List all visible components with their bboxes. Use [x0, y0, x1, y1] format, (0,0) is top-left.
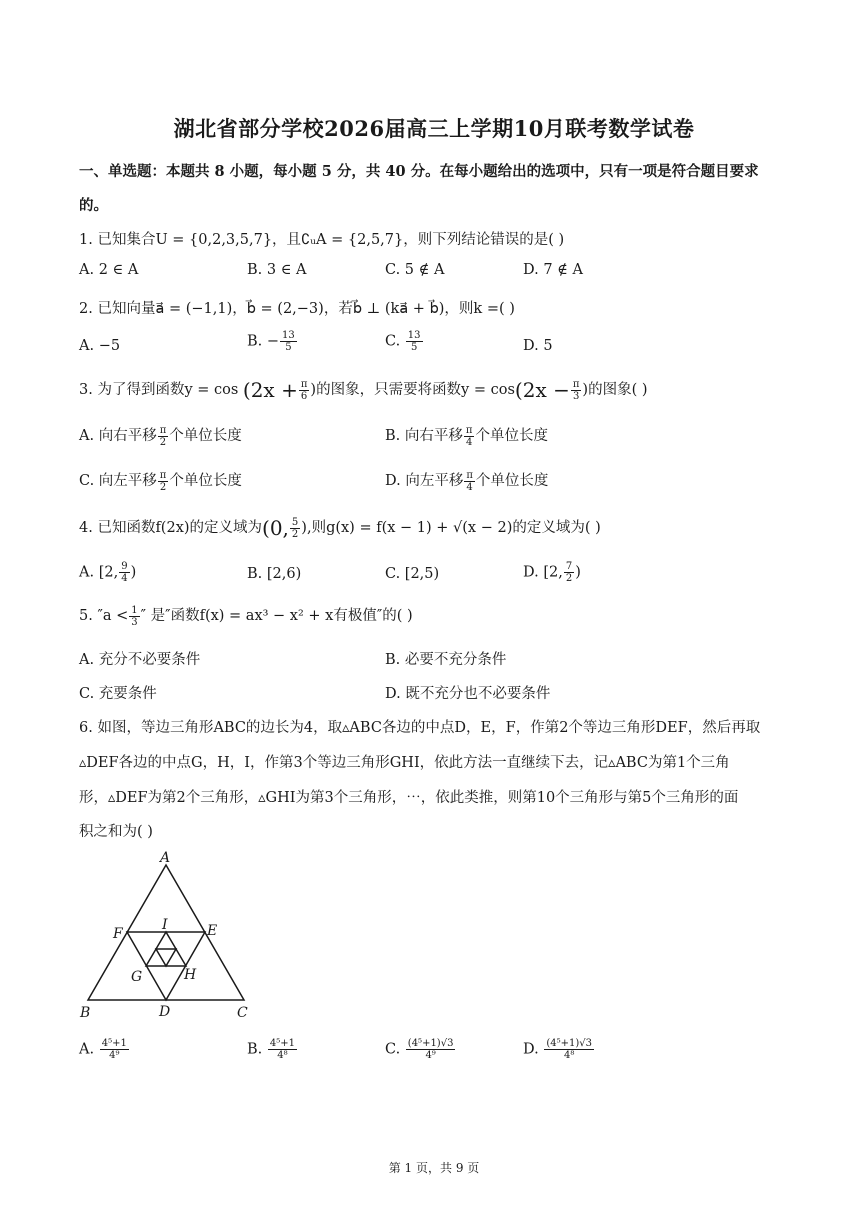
page-footer: 第 1 页，共 9 页: [388, 1161, 480, 1175]
q3-option-a-pre: A. 向右平移: [79, 428, 157, 444]
fraction-numerator: π: [159, 424, 167, 436]
q1-stem: 1. 已知集合U = {0,2,3,5,7}，且∁ᵤA = {2,5,7}，则下列结论错误的是( ): [79, 232, 565, 248]
q6-option-b-frac: [268, 1038, 297, 1061]
label-h: H: [184, 967, 197, 983]
fraction-numerator: 4⁵+1: [269, 1038, 295, 1049]
section-header-line1: 一、单选题：本题共 8 小题，每小题 5 分，共 40 分。在每小题给出的选项中，只有一项是符合题目要求: [79, 163, 759, 180]
q4-option-a-frac: [119, 561, 129, 584]
q4-stem-part3: ),则g(x) = f(x − 1) + √(x − 2)的定义域为( ): [301, 520, 601, 536]
fraction-numerator: π: [572, 378, 580, 390]
q5-option-b: B. 必要不充分条件: [385, 652, 507, 668]
q2-option-c: [385, 330, 424, 353]
fraction-numerator: 5: [291, 516, 299, 528]
q4-option-b: B. [2,6): [247, 566, 302, 582]
q3-option-b-unit: 个单位长度: [475, 428, 548, 444]
q3-option-c-unit: 个单位长度: [169, 473, 242, 489]
q1-option-a: A. 2 ∈ A: [79, 262, 139, 278]
fraction-numerator: (4⁵+1)√3: [546, 1038, 592, 1049]
q5-stem-part2: ″ 是″函数f(x) = ax³ − x² + x有极值″的( ): [140, 608, 413, 624]
fraction-numerator: 7: [565, 561, 573, 572]
q2-option-c-label: C.: [385, 333, 401, 350]
q5-stem: [79, 604, 413, 628]
fraction-denominator: 4: [465, 436, 473, 448]
fraction-denominator: 4⁹: [109, 1050, 120, 1061]
fraction-numerator: π: [159, 469, 167, 481]
q1-option-d: D. 7 ∉ A: [523, 262, 583, 278]
q3-stem-part1: 3. 为了得到函数y = cos: [79, 382, 239, 398]
q2-option-d: D. 5: [523, 338, 553, 354]
label-i: I: [162, 917, 168, 933]
q1-option-c: C. 5 ∉ A: [385, 262, 445, 278]
fraction-numerator: π: [466, 469, 473, 481]
q3-stem: [79, 378, 648, 402]
q3-option-d-frac: [464, 470, 475, 493]
q3-option-a-unit: 个单位长度: [169, 428, 242, 444]
fraction-denominator: 4⁸: [563, 1050, 575, 1061]
q6-option-d-pre: D.: [523, 1041, 539, 1058]
q6-stem-line4: 积之和为( ): [79, 824, 153, 840]
q3-stem-part3: )的图象，只需要将函数y = cos: [310, 382, 515, 398]
q5-option-d: D. 既不充分也不必要条件: [385, 686, 551, 702]
fraction-numerator: (4⁵+1)√3: [407, 1038, 454, 1049]
q3-option-a: [79, 424, 242, 448]
fraction-denominator: 4: [121, 573, 128, 584]
q6-option-c: [385, 1038, 456, 1061]
q4-option-a-post: ): [130, 564, 137, 581]
q3-stem-part4: (2x −: [514, 378, 570, 402]
q2-option-c-fraction: [406, 330, 423, 353]
section-header-line2: 的。: [79, 197, 108, 214]
q2-option-a: A. −5: [79, 338, 121, 354]
q3-option-c: [79, 469, 242, 493]
q2-stem: 2. 已知向量a⃗ = (−1,1)，b⃗ = (2,−3)，若b⃗ ⊥ (ka⃗ + b⃗)，则k =( ): [79, 301, 515, 317]
fraction-denominator: 4: [466, 481, 473, 493]
q4-stem-part2: (0,: [262, 516, 289, 540]
q3-option-b-frac: [464, 425, 475, 448]
fraction-denominator: 2: [291, 528, 299, 540]
fraction-denominator: 2: [159, 481, 167, 493]
q3-option-d-unit: 个单位长度: [475, 473, 549, 489]
q2-option-b: [247, 330, 298, 353]
fraction-denominator: 5: [410, 342, 418, 353]
label-a: A: [160, 850, 171, 866]
fraction-numerator: π: [465, 424, 473, 436]
q4-option-c: C. [2,5): [385, 566, 440, 582]
q6-option-d-frac: [544, 1038, 594, 1061]
q4-stem: [79, 516, 601, 540]
q3-option-b: [385, 424, 548, 448]
q4-stem-part1: 4. 已知函数f(2x)的定义域为: [79, 520, 263, 536]
q6-stem-line1: 6. 如图，等边三角形ABC的边长为4，取▵ABC各边的中点D，E，F，作第2个等边三角形DEF，然后再取: [79, 720, 761, 736]
q6-option-d: [523, 1038, 595, 1061]
q4-option-a: [79, 561, 136, 584]
q6-option-b-pre: B.: [247, 1041, 263, 1058]
q3-option-d: [385, 469, 548, 493]
q4-option-a-pre: A. [2,: [79, 564, 119, 581]
label-b: B: [80, 1005, 91, 1021]
label-c: C: [237, 1005, 248, 1021]
fraction-numerator: 13: [407, 330, 421, 341]
q6-option-a: [79, 1038, 130, 1061]
q6-option-a-pre: A.: [79, 1041, 95, 1058]
fraction-denominator: 6: [300, 390, 308, 402]
q3-stem-part5: )的图象( ): [582, 382, 648, 398]
q3-option-b-pre: B. 向右平移: [385, 428, 463, 444]
triangle-diagram: [76, 848, 266, 1023]
q4-option-d-pre: D. [2,: [523, 564, 563, 581]
q3-stem-frac2: [571, 379, 582, 402]
q1-option-b: B. 3 ∈ A: [247, 262, 307, 278]
label-e: E: [207, 923, 218, 939]
q5-option-c: C. 充要条件: [79, 686, 157, 702]
fraction-numerator: π: [300, 378, 308, 390]
fraction-denominator: 2: [159, 436, 167, 448]
fraction-denominator: 3: [131, 616, 138, 628]
triangle-figure: [76, 848, 266, 1027]
q3-option-c-frac: [158, 470, 169, 493]
q6-stem-line2: ▵DEF各边的中点G，H，I，作第3个等边三角形GHI，依此方法一直继续下去，记▵ABC为第1个三角: [79, 755, 730, 771]
fraction-denominator: 5: [285, 342, 292, 353]
page-title: 湖北省部分学校2026届高三上学期10月联考数学试卷: [173, 116, 695, 141]
q3-option-a-frac: [158, 425, 169, 448]
triangle-inner: [156, 949, 176, 966]
fraction-denominator: 4⁸: [277, 1050, 288, 1061]
q4-stem-frac: [290, 517, 300, 540]
q3-option-c-pre: C. 向左平移: [79, 473, 157, 489]
q5-stem-frac: [129, 605, 139, 628]
fraction-denominator: 3: [572, 390, 580, 402]
label-g: G: [131, 969, 143, 985]
q2-option-b-label: B. −: [247, 333, 280, 350]
q3-stem-part2: (2x +: [242, 378, 298, 402]
fraction-numerator: 13: [282, 330, 295, 341]
q4-option-d-post: ): [575, 564, 581, 581]
fraction-denominator: 4⁹: [425, 1050, 436, 1061]
label-d: D: [159, 1004, 171, 1020]
q3-stem-frac1: [299, 379, 310, 402]
q5-stem-part1: 5. ″a <: [79, 608, 129, 624]
label-f: F: [113, 926, 123, 942]
q6-option-b: [247, 1038, 298, 1061]
q4-option-d: [523, 561, 581, 584]
q3-option-d-pre: D. 向左平移: [385, 473, 464, 489]
q2-option-b-fraction: [280, 330, 297, 353]
fraction-numerator: 4⁵+1: [101, 1038, 127, 1049]
q6-stem-line3: 形，▵DEF为第2个三角形，▵GHI为第3个三角形，⋯，依此类推，则第10个三角形与第5个三角形的面: [79, 790, 739, 806]
q6-option-a-frac: [100, 1038, 129, 1061]
q6-option-c-pre: C.: [385, 1041, 401, 1058]
fraction-numerator: 1: [131, 604, 138, 616]
q4-option-d-frac: [564, 561, 574, 584]
fraction-numerator: 9: [121, 561, 128, 572]
q5-option-a: A. 充分不必要条件: [79, 652, 201, 668]
q6-option-c-frac: [406, 1038, 456, 1061]
fraction-denominator: 2: [565, 573, 573, 584]
